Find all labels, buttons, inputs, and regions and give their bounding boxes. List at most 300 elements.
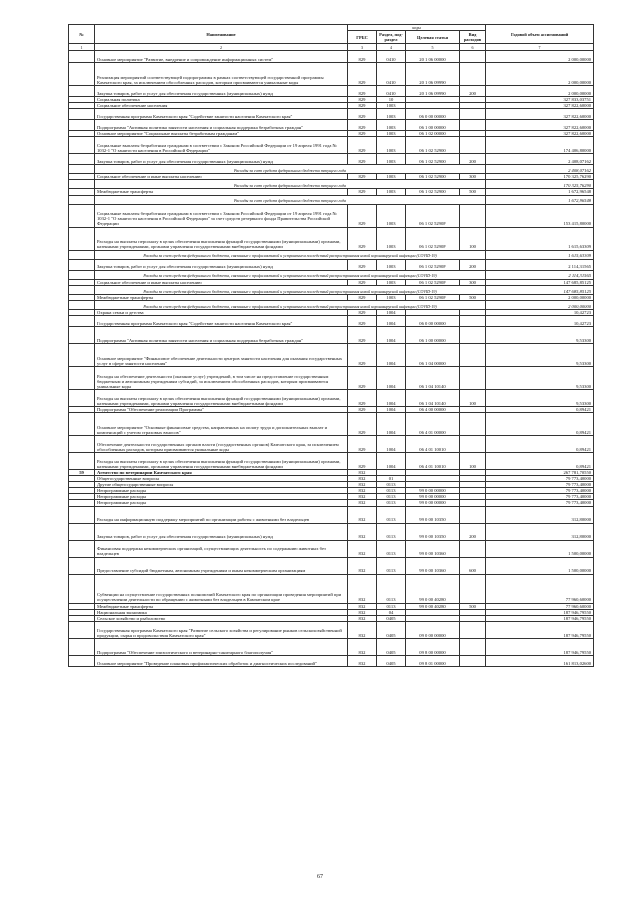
row-csr: 06 1 02 5290F xyxy=(406,204,460,227)
table-row xyxy=(69,120,594,131)
header-row-1 xyxy=(69,25,594,31)
row-name: Закупка товаров, работ и услуг для обеспечения государственных (муниципальных) нужд xyxy=(95,523,348,540)
row-sum: 79 773,40000 xyxy=(486,482,594,488)
row-csr: 99 0 00 10360 xyxy=(406,557,460,574)
row-name: Закупка товаров, работ и услуг для обеспечения государственных (муниципальных) нужд xyxy=(95,259,348,270)
row-sum: 9,53300 xyxy=(486,389,594,406)
note-empty-cell xyxy=(69,180,95,189)
row-vr xyxy=(460,412,486,435)
row-grbs: 829 xyxy=(348,315,377,326)
row-razdel: 0405 xyxy=(377,655,406,666)
row-vr: 300 xyxy=(460,174,486,180)
row-number xyxy=(69,227,95,250)
row-number xyxy=(69,366,95,389)
row-sum: 9,53300 xyxy=(486,326,594,343)
table-note-row xyxy=(69,300,594,309)
row-number xyxy=(69,389,95,406)
table-row xyxy=(69,506,594,523)
row-number xyxy=(69,315,95,326)
row-grbs: 829 xyxy=(348,154,377,165)
row-vr xyxy=(460,51,486,63)
row-csr: 06 1 02 52900 xyxy=(406,154,460,165)
note-text: Расходы за счет средств федерального бюджета, связанные с профилактикой и устранением последствий распространения новой коронавирусной инфекции (COVID-19) xyxy=(95,250,486,259)
row-razdel: 10 xyxy=(377,97,406,103)
row-number xyxy=(69,557,95,574)
row-sum: 10,42723 xyxy=(486,309,594,315)
note-empty-cell xyxy=(69,195,95,204)
row-grbs: 829 xyxy=(348,97,377,103)
table-row xyxy=(69,452,594,469)
row-name: Непрограммные расходы xyxy=(95,500,348,506)
row-sum: 0,89421 xyxy=(486,435,594,452)
row-name: Подпрограмма "Активная политика занятости населения и социальная поддержка безработных граждан" xyxy=(95,326,348,343)
table-row xyxy=(69,621,594,638)
table-row xyxy=(69,412,594,435)
budget-table-sheet xyxy=(68,24,593,667)
table-note-row xyxy=(69,180,594,189)
row-razdel: 1003 xyxy=(377,279,406,285)
row-vr xyxy=(460,366,486,389)
table-note-row xyxy=(69,165,594,174)
row-name: Расходы на выплаты персоналу в целях обеспечения выполнения функций государственными (муниципальными) органами, казенными учреждениями, органами управления государственными внебюджетными фондами xyxy=(95,452,348,469)
table-row xyxy=(69,655,594,666)
row-vr: 200 xyxy=(460,86,486,97)
row-vr xyxy=(460,506,486,523)
row-grbs: 832 xyxy=(348,557,377,574)
note-sum: 147 685,85125 xyxy=(486,285,594,294)
col-number: 7 xyxy=(486,44,594,51)
row-csr: 06 4 01 00000 xyxy=(406,412,460,435)
row-razdel: 1003 xyxy=(377,103,406,109)
row-razdel: 0113 xyxy=(377,488,406,494)
row-razdel: 1003 xyxy=(377,109,406,120)
table-row xyxy=(69,574,594,603)
row-sum: 327 822,60000 xyxy=(486,109,594,120)
row-name: Предоставление субсидий бюджетным, автономным учреждениям и иным некоммерческим организациям xyxy=(95,557,348,574)
table-row xyxy=(69,638,594,655)
row-csr: 06 1 00 00000 xyxy=(406,326,460,343)
row-razdel: 1003 xyxy=(377,154,406,165)
row-csr: 99 0 00 10360 xyxy=(406,540,460,557)
row-sum: 147 685,85125 xyxy=(486,279,594,285)
note-text: Расходы за счет средств федерального бюджета текущего года xyxy=(95,195,486,204)
row-name: Обеспечение деятельности государственных органов власти (государственных органов) Камчатского края, за исключением обособленных расходов, которым присваиваются уникальные коды xyxy=(95,435,348,452)
row-name: Социальное обеспечение населения xyxy=(95,103,348,109)
note-sum: 1 672,96548 xyxy=(486,195,594,204)
note-text: Расходы за счет средств федерального бюджета, связанные с профилактикой и устранением последствий распространения новой коронавирусной инфекции (COVID-19) xyxy=(95,300,486,309)
row-csr: 06 4 01 10010 xyxy=(406,435,460,452)
budget-table-body xyxy=(69,51,594,667)
table-row xyxy=(69,259,594,270)
row-grbs: 832 xyxy=(348,638,377,655)
row-csr: 09 0 00 00000 xyxy=(406,621,460,638)
row-razdel: 1004 xyxy=(377,343,406,366)
row-grbs: 832 xyxy=(348,500,377,506)
row-csr: 99 0 00 00000 xyxy=(406,494,460,500)
row-grbs: 832 xyxy=(348,469,377,475)
row-name: Другие общегосударственные вопросы xyxy=(95,482,348,488)
row-razdel: 0410 xyxy=(377,63,406,86)
row-grbs: 829 xyxy=(348,326,377,343)
col-number: 5 xyxy=(406,44,460,51)
row-number xyxy=(69,204,95,227)
row-csr: 06 1 02 52900 xyxy=(406,137,460,154)
table-row xyxy=(69,137,594,154)
note-empty-cell xyxy=(69,250,95,259)
header-razdel: Раздел, под-раздел xyxy=(377,31,406,44)
row-razdel: 1004 xyxy=(377,452,406,469)
row-csr: 20 1 06 09990 xyxy=(406,63,460,86)
row-razdel: 1004 xyxy=(377,435,406,452)
row-number xyxy=(69,452,95,469)
row-vr: 600 xyxy=(460,557,486,574)
row-sum: 187 946,79550 xyxy=(486,615,594,621)
row-razdel: 1004 xyxy=(377,406,406,412)
row-number xyxy=(69,638,95,655)
row-number xyxy=(69,326,95,343)
row-name: Социальное обеспечение и иные выплаты населению xyxy=(95,279,348,285)
row-vr xyxy=(460,137,486,154)
row-csr: 99 0 00 10350 xyxy=(406,523,460,540)
note-text: Расходы за счет средств федерального бюджета текущего года xyxy=(95,165,486,174)
row-name: Агентство по ветеринарии Камчатского края xyxy=(95,469,348,475)
table-row xyxy=(69,204,594,227)
row-vr: 300 xyxy=(460,279,486,285)
row-name: Расходы на информационную поддержку мероприятий по организации работы с животными без владельцев xyxy=(95,506,348,523)
row-sum: 174 406,80000 xyxy=(486,137,594,154)
row-csr: 06 0 00 00000 xyxy=(406,109,460,120)
row-sum: 1 500,00000 xyxy=(486,557,594,574)
col-number: 1 xyxy=(69,44,95,51)
row-grbs: 829 xyxy=(348,131,377,137)
row-razdel: 0410 xyxy=(377,51,406,63)
row-grbs: 829 xyxy=(348,259,377,270)
row-sum: 153 415,80000 xyxy=(486,204,594,227)
row-sum: 161 813,02600 xyxy=(486,655,594,666)
row-csr: 09 8 01 00000 xyxy=(406,655,460,666)
row-name: Подпрограмма "Активная политика занятости населения и социальная поддержка безработных граждан" xyxy=(95,120,348,131)
row-sum: 0,89421 xyxy=(486,406,594,412)
row-razdel: 1003 xyxy=(377,227,406,250)
row-grbs: 832 xyxy=(348,506,377,523)
row-razdel: 1004 xyxy=(377,315,406,326)
note-sum: 170 325,76290 xyxy=(486,180,594,189)
row-sum: 2 000,00000 xyxy=(486,294,594,300)
row-vr xyxy=(460,638,486,655)
row-name: Государственная программа Камчатского края "Содействие занятости населения Камчатского края" xyxy=(95,109,348,120)
row-name: Расходы на выплаты персоналу в целях обеспечения выполнения функций государственными (муниципальными) органами, казенными учреждениями, органами управления государственными внебюджетными фондами xyxy=(95,389,348,406)
row-name: Социальные выплаты безработным гражданам в соответствии с Законом Российской Федерации от 19 апреля 1991 года № 1032-1 "О занятости населения в Российской Федерации" xyxy=(95,137,348,154)
row-grbs: 829 xyxy=(348,366,377,389)
table-note-row xyxy=(69,250,594,259)
table-row xyxy=(69,366,594,389)
row-sum: 9,53300 xyxy=(486,366,594,389)
row-number xyxy=(69,154,95,165)
row-name: Социальная политика xyxy=(95,97,348,103)
row-razdel: 0405 xyxy=(377,621,406,638)
row-sum: 79 773,40000 xyxy=(486,488,594,494)
header-vr: Вид расходов xyxy=(460,31,486,44)
row-name: Основное мероприятие "Развитие, внедрение и сопровождение информационных систем" xyxy=(95,51,348,63)
row-csr: 09 8 00 00000 xyxy=(406,638,460,655)
row-vr: 500 xyxy=(460,189,486,195)
row-csr: 06 4 00 00000 xyxy=(406,406,460,412)
row-number xyxy=(69,259,95,270)
note-text: Расходы за счет средств федерального бюджета, связанные с профилактикой и устранением последствий распространения новой коронавирусной инфекции (COVID-19) xyxy=(95,285,486,294)
row-grbs: 829 xyxy=(348,435,377,452)
row-vr xyxy=(460,109,486,120)
row-grbs: 829 xyxy=(348,389,377,406)
header-name: Наименование xyxy=(95,25,348,44)
row-vr: 100 xyxy=(460,452,486,469)
header-num: № xyxy=(69,25,95,44)
row-razdel: 1003 xyxy=(377,259,406,270)
row-grbs: 829 xyxy=(348,109,377,120)
table-note-row xyxy=(69,195,594,204)
row-vr xyxy=(460,120,486,131)
row-csr: 06 1 02 5290F xyxy=(406,227,460,250)
budget-table xyxy=(68,24,594,667)
row-number xyxy=(69,343,95,366)
row-number xyxy=(69,63,95,86)
row-razdel: 1003 xyxy=(377,131,406,137)
note-text: Расходы за счет средств федерального бюджета, связанные с профилактикой и устранением последствий распространения новой коронавирусной инфекции (COVID-19) xyxy=(95,270,486,279)
header-sum: Годовой объем ассигнований xyxy=(486,25,594,44)
row-grbs: 829 xyxy=(348,51,377,63)
row-razdel: 1003 xyxy=(377,120,406,131)
row-name: Государственная программа Камчатского края "Содействие занятости населения Камчатского края" xyxy=(95,315,348,326)
header-csr: Целевая статья xyxy=(406,31,460,44)
row-number xyxy=(69,109,95,120)
table-row xyxy=(69,63,594,86)
row-grbs: 829 xyxy=(348,279,377,285)
row-grbs: 829 xyxy=(348,137,377,154)
row-name: Основное мероприятие "Проведение плановых профилактических обработок и диагностических исследований" xyxy=(95,655,348,666)
row-razdel: 0113 xyxy=(377,557,406,574)
row-sum: 79 773,40000 xyxy=(486,500,594,506)
row-number xyxy=(69,435,95,452)
table-row xyxy=(69,540,594,557)
row-sum: 1 500,00000 xyxy=(486,540,594,557)
row-razdel: 0113 xyxy=(377,540,406,557)
row-name: Национальная экономика xyxy=(95,609,348,615)
note-sum: 2 000,00000 xyxy=(486,300,594,309)
row-number xyxy=(69,137,95,154)
row-razdel: 0113 xyxy=(377,500,406,506)
row-csr: 06 1 02 5290F xyxy=(406,279,460,285)
row-razdel: 1003 xyxy=(377,137,406,154)
row-grbs: 832 xyxy=(348,494,377,500)
row-grbs: 829 xyxy=(348,174,377,180)
row-grbs: 832 xyxy=(348,476,377,482)
row-grbs: 829 xyxy=(348,204,377,227)
row-grbs: 829 xyxy=(348,294,377,300)
row-sum: 327 822,60000 xyxy=(486,120,594,131)
row-sum: 2 114,31565 xyxy=(486,259,594,270)
row-grbs: 829 xyxy=(348,86,377,97)
page-number: 67 xyxy=(317,874,323,880)
row-csr: 99 0 00 10350 xyxy=(406,506,460,523)
table-row xyxy=(69,343,594,366)
row-grbs: 829 xyxy=(348,63,377,86)
row-sum: 0,89421 xyxy=(486,412,594,435)
row-number: 59 xyxy=(69,469,95,475)
row-razdel: 1003 xyxy=(377,204,406,227)
row-vr xyxy=(460,343,486,366)
table-row xyxy=(69,86,594,97)
row-sum: 170 325,76290 xyxy=(486,174,594,180)
header-codes: коды xyxy=(348,25,486,31)
row-name: Подпрограмма "Обеспечение реализации Программы" xyxy=(95,406,348,412)
row-csr: 06 1 02 5290F xyxy=(406,294,460,300)
row-sum: 2 000,00000 xyxy=(486,51,594,63)
row-razdel: 04 xyxy=(377,609,406,615)
row-razdel: 0113 xyxy=(377,506,406,523)
row-grbs: 829 xyxy=(348,412,377,435)
row-name: Закупка товаров, работ и услуг для обеспечения государственных (муниципальных) нужд xyxy=(95,86,348,97)
row-csr: 06 1 02 52900 xyxy=(406,174,460,180)
row-sum: 0,89421 xyxy=(486,452,594,469)
row-name: Расходы на выплаты персоналу в целях обеспечения выполнения функций государственными (муниципальными) органами, казенными учреждениями, органами управления государственными внебюджетными фондами xyxy=(95,227,348,250)
row-sum: 79 773,40000 xyxy=(486,494,594,500)
row-number xyxy=(69,523,95,540)
table-row xyxy=(69,557,594,574)
table-row xyxy=(69,51,594,63)
row-razdel: 0113 xyxy=(377,494,406,500)
row-vr: 200 xyxy=(460,523,486,540)
row-number xyxy=(69,120,95,131)
row-number xyxy=(69,506,95,523)
row-grbs: 829 xyxy=(348,227,377,250)
row-name: Основное мероприятие "Основные финансовые средства, направленных на оплату труда и дополнительных выплат и компенсаций с учетом страховых взносов" xyxy=(95,412,348,435)
row-name: Межбюджетные трансферты xyxy=(95,603,348,609)
row-razdel: 0113 xyxy=(377,603,406,609)
row-csr: 06 1 02 52900 xyxy=(406,189,460,195)
row-vr xyxy=(460,315,486,326)
row-sum: 77 960,60000 xyxy=(486,574,594,603)
row-number xyxy=(69,621,95,638)
row-name: Основное мероприятие "Социальные выплаты безработным гражданам" xyxy=(95,131,348,137)
row-sum: 187 946,79550 xyxy=(486,638,594,655)
row-csr: 06 1 04 10140 xyxy=(406,389,460,406)
row-razdel: 1004 xyxy=(377,366,406,389)
row-name: Межбюджетные трансферты xyxy=(95,189,348,195)
row-csr: 06 0 00 00000 xyxy=(406,315,460,326)
row-name: Сельское хозяйство и рыболовство xyxy=(95,615,348,621)
row-number xyxy=(69,86,95,97)
row-vr: 500 xyxy=(460,294,486,300)
row-vr: 200 xyxy=(460,259,486,270)
row-vr xyxy=(460,204,486,227)
row-vr xyxy=(460,63,486,86)
row-sum: 2 000,00000 xyxy=(486,63,594,86)
row-sum: 10,42723 xyxy=(486,315,594,326)
note-empty-cell xyxy=(69,270,95,279)
table-note-row xyxy=(69,270,594,279)
col-number: 2 xyxy=(95,44,348,51)
row-name: Субвенции на осуществление государственных полномочий Камчатского края по организации проведения мероприятий при осуществлении деятельности по обращению с животными без владельцев в Камчатском крае xyxy=(95,574,348,603)
row-name: Закупка товаров, работ и услуг для обеспечения государственных (муниципальных) нужд xyxy=(95,154,348,165)
table-row xyxy=(69,154,594,165)
row-name: Непрограммные расходы xyxy=(95,488,348,494)
row-razdel: 0405 xyxy=(377,615,406,621)
row-vr xyxy=(460,621,486,638)
row-sum: 1 615,63309 xyxy=(486,227,594,250)
row-razdel: 1004 xyxy=(377,309,406,315)
note-sum: 1 615,63309 xyxy=(486,250,594,259)
row-grbs: 829 xyxy=(348,189,377,195)
row-vr: 200 xyxy=(460,154,486,165)
row-razdel: 1004 xyxy=(377,389,406,406)
row-grbs: 829 xyxy=(348,343,377,366)
row-number xyxy=(69,51,95,63)
table-row xyxy=(69,435,594,452)
row-sum: 267 781,70550 xyxy=(486,469,594,475)
table-row xyxy=(69,326,594,343)
row-razdel: 0405 xyxy=(377,638,406,655)
row-sum: 312,80000 xyxy=(486,523,594,540)
row-razdel: 0113 xyxy=(377,523,406,540)
row-sum: 79 773,40000 xyxy=(486,476,594,482)
row-number xyxy=(69,540,95,557)
row-csr: 99 0 00 40280 xyxy=(406,574,460,603)
row-csr: 06 1 04 10140 xyxy=(406,366,460,389)
row-vr xyxy=(460,540,486,557)
row-sum: 2 408,07162 xyxy=(486,154,594,165)
row-sum: 187 946,79550 xyxy=(486,621,594,638)
row-csr: 06 1 02 5290F xyxy=(406,259,460,270)
col-number: 4 xyxy=(377,44,406,51)
row-grbs: 829 xyxy=(348,120,377,131)
row-vr xyxy=(460,326,486,343)
row-csr: 20 1 06 00000 xyxy=(406,51,460,63)
row-name: Непрограммные расходы xyxy=(95,494,348,500)
row-vr: 100 xyxy=(460,389,486,406)
row-razdel: 1003 xyxy=(377,294,406,300)
row-sum: 327 822,60000 xyxy=(486,131,594,137)
row-grbs: 829 xyxy=(348,103,377,109)
row-grbs: 832 xyxy=(348,615,377,621)
row-vr: 100 xyxy=(460,227,486,250)
row-razdel: 0410 xyxy=(377,86,406,97)
header-grbs: ГРБС xyxy=(348,31,377,44)
row-grbs: 829 xyxy=(348,406,377,412)
note-sum: 2 408,07162 xyxy=(486,165,594,174)
row-name: Подпрограмма "Обеспечение эпизоотического и ветеринарно-санитарного благополучия" xyxy=(95,638,348,655)
row-name: Финансовая поддержка некоммерческих организаций, осуществляющих деятельность по содержанию животных без владельцев xyxy=(95,540,348,557)
row-razdel: 0113 xyxy=(377,482,406,488)
row-sum: 312,80000 xyxy=(486,506,594,523)
row-sum: 1 672,96548 xyxy=(486,189,594,195)
table-row xyxy=(69,227,594,250)
row-name: Реализация мероприятий соответствующей подпрограммы в рамках соответствующей государственной программы Камчатского края, за исключением обособленных расходов, которым присваиваются уникальные коды xyxy=(95,63,348,86)
note-sum: 2 114,31565 xyxy=(486,270,594,279)
row-grbs: 832 xyxy=(348,574,377,603)
row-name: Охрана семьи и детства xyxy=(95,309,348,315)
row-vr xyxy=(460,574,486,603)
row-csr: 06 4 01 10010 xyxy=(406,452,460,469)
row-name: Основное мероприятие "Финансовое обеспечение деятельности центров занятости населения для оказания государственных услуг в сфере занятости населения" xyxy=(95,343,348,366)
row-name: Межбюджетные трансферты xyxy=(95,294,348,300)
row-sum: 77 960,60000 xyxy=(486,603,594,609)
row-csr: 99 0 00 40280 xyxy=(406,603,460,609)
row-vr xyxy=(460,655,486,666)
row-number xyxy=(69,655,95,666)
row-grbs: 832 xyxy=(348,540,377,557)
row-name: Расходы на обеспечение деятельности (оказание услуг) учреждений, в том числе на предоставление государственным бюджетным и автономным учреждениям субсидий, за исключением обособленных расходов, которым присваиваются уникальные коды xyxy=(95,366,348,389)
row-csr: 06 1 02 00000 xyxy=(406,131,460,137)
row-grbs: 832 xyxy=(348,621,377,638)
